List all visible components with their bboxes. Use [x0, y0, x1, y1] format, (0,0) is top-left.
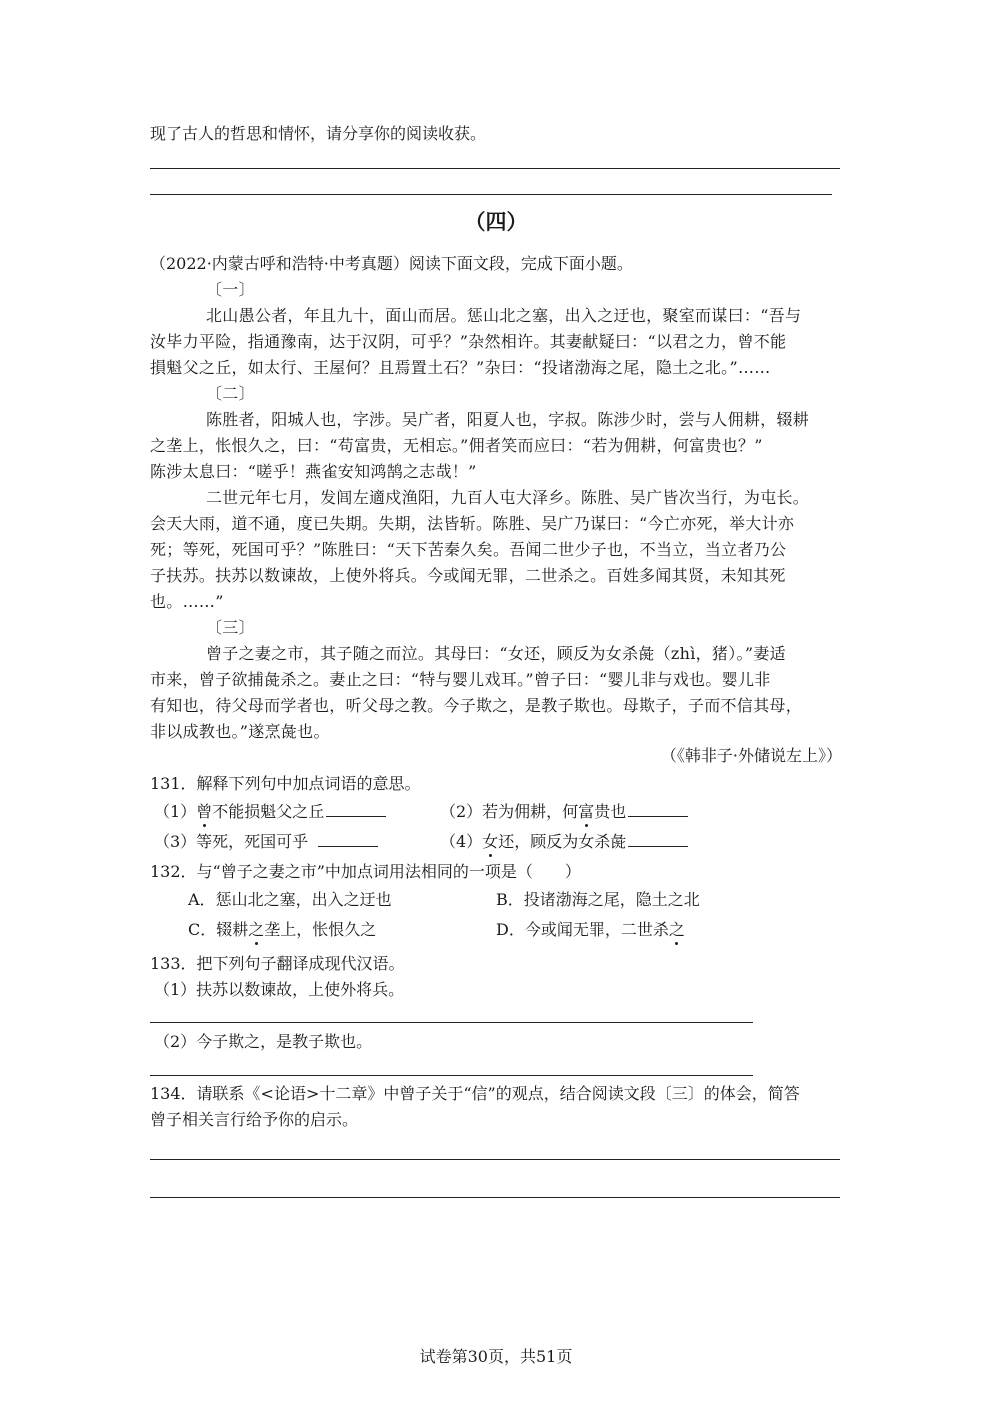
dotted-char: 之	[668, 920, 685, 939]
passage1-line: 北山愚公者，年且九十，面山而居。惩山北之塞，出入之迂也，聚室而谋曰：“吾与	[206, 306, 802, 325]
q132-option-d[interactable]: D．今或闻无罪，二世杀之	[496, 920, 685, 939]
q131-stem: 131．解释下列句中加点词语的意思。	[150, 774, 421, 793]
q133-stem: 133．把下列句子翻译成现代汉语。	[150, 954, 405, 973]
q134-stem-line1: 134．请联系《<论语>十二章》中曾子关于“信”的观点，结合阅读文段〔三〕的体会，简答	[150, 1084, 800, 1103]
q133-sentence-1: （1）扶苏以数谏故，上使外将兵。	[154, 980, 405, 999]
q132-option-a[interactable]: A．惩山北之塞，出入之迂也	[188, 890, 392, 909]
dotted-char: 之	[248, 920, 265, 939]
q133-sentence-2: （2）今子欺之，是教子欺也。	[154, 1032, 373, 1051]
dotted-char: 女	[482, 832, 499, 851]
q131-item-4: （4）女还，顾反为女杀彘	[440, 830, 688, 852]
q132-option-c[interactable]: C．辍耕之垄上，怅恨久之	[188, 920, 377, 939]
passage1-line: 損魁父之丘，如太行、王屋何？且焉置土石？”杂曰：“投诸渤海之尾，隐土之北。”……	[150, 358, 771, 377]
passage3-line: 市来，曾子欲捕彘杀之。妻止之曰：“特与婴儿戏耳。”曾子曰：“婴儿非与戏也。婴儿非	[150, 670, 771, 689]
answer-line[interactable]	[150, 1159, 840, 1160]
answer-line[interactable]	[150, 1022, 753, 1023]
passage1-line: 汝毕力平险，指通豫南，达于汉阴，可乎？”杂然相许。其妻献疑曰：“以君之力，曾不能	[150, 332, 787, 351]
q131-item-1: （1）曾不能损魁父之丘	[154, 800, 386, 822]
passage3-label: 〔三〕	[206, 618, 255, 637]
passage2-line: 会天大雨，道不通，度已失期。失期，法皆斩。陈胜、吴广乃谋曰：“今亡亦死，举大计亦	[150, 514, 795, 533]
passage2-line: 死；等死，死国可乎？”陈胜曰：“天下苦秦久矣。吾闻二世少子也，不当立，当立者乃公	[150, 540, 787, 559]
answer-line[interactable]	[150, 1075, 753, 1076]
q132-stem: 132．与“曾子之妻之市”中加点词用法相同的一项是（ ）	[150, 862, 581, 881]
passage2-line: 二世元年七月，发闾左適戍渔阳，九百人屯大泽乡。陈胜、吴广皆次当行，为屯长。	[206, 488, 810, 507]
fill-blank[interactable]	[628, 800, 688, 817]
passage2-label: 〔二〕	[206, 384, 255, 403]
q134-stem-line2: 曾子相关言行给予你的启示。	[150, 1110, 359, 1129]
page-footer: 试卷第30页，共51页	[419, 1347, 573, 1366]
passage2-line: 陈涉太息曰：“嗟乎！燕雀安知鸿鹄之志哉！”	[150, 462, 477, 481]
fill-blank[interactable]	[628, 830, 688, 847]
top-text: 现了古人的哲思和情怀，请分享你的阅读收获。	[150, 124, 487, 143]
passage3-line: 非以成教也。”遂烹彘也。	[150, 722, 330, 741]
passage2-line: 也。……”	[150, 592, 224, 611]
q131-item-2: （2）若为佣耕，何富贵也	[440, 800, 688, 822]
answer-line[interactable]	[150, 1197, 840, 1198]
passage2-line: 子扶苏。扶苏以数谏故，上使外将兵。今或闻无罪，二世杀之。百姓多闻其贤，未知其死	[150, 566, 786, 585]
dotted-char: 曾	[196, 802, 213, 821]
passage3-line: 有知也，待父母而学者也，听父母之教。今子欺之，是教子欺也。母欺子，子而不信其母，	[150, 696, 803, 715]
intro-text: （2022·内蒙古呼和浩特·中考真题）阅读下面文段，完成下面小题。	[150, 254, 633, 273]
q132-option-b[interactable]: B．投诸渤海之尾，隐土之北	[496, 890, 700, 909]
passage1-label: 〔一〕	[206, 280, 255, 299]
fill-blank[interactable]	[318, 830, 378, 847]
fill-blank[interactable]	[326, 800, 386, 817]
section-title: （四）	[464, 210, 528, 234]
passage3-line: 曾子之妻之市，其子随之而泣。其母曰：“女还，顾反为女杀彘（zhì，猪）。”妻适	[206, 644, 786, 663]
answer-line	[150, 168, 840, 169]
passage2-line: 陈胜者，阳城人也，字涉。吴广者，阳夏人也，字叔。陈涉少时，尝与人佣耕，辍耕	[206, 410, 810, 429]
passage2-line: 之垄上，怅恨久之，曰：“苟富贵，无相忘。”佣者笑而应曰：“若为佣耕，何富贵也？”	[150, 436, 763, 455]
q131-item-3: （3）等死，死国可乎	[154, 830, 378, 852]
answer-line	[150, 194, 832, 195]
source-citation: （《韩非子·外储说左上》）	[660, 746, 842, 765]
dotted-char: 富	[578, 802, 595, 821]
